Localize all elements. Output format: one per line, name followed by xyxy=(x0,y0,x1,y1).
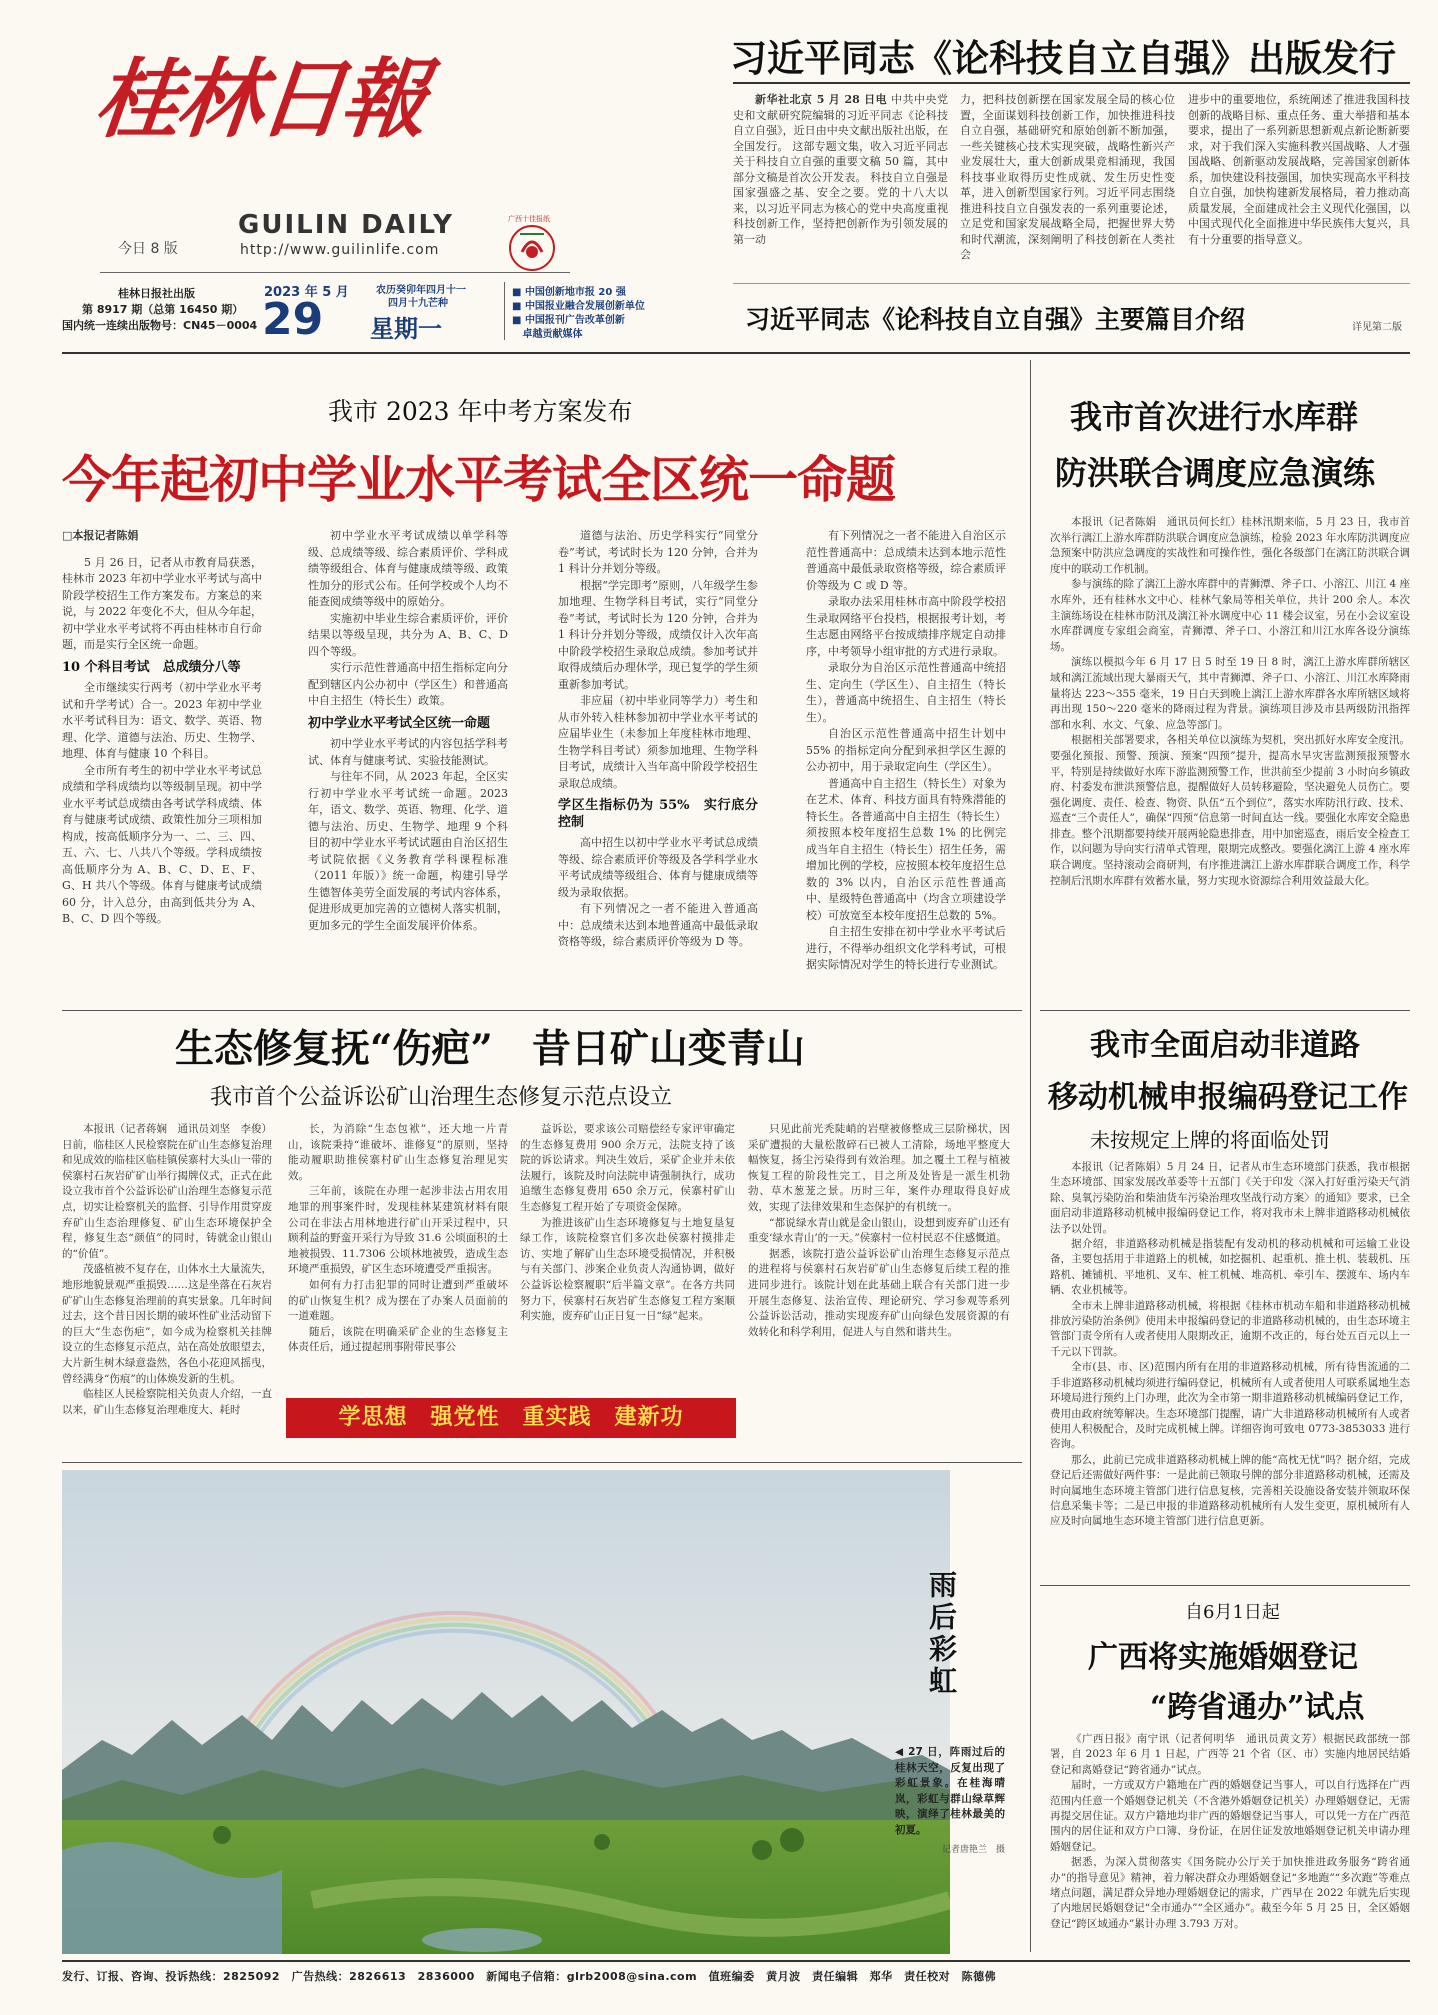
exam-para: 全市继续实行两考（初中学业水平考试和升学考试）合一。2023 年初中学业水平考试科目为：语文、数学、英语、物理、化学、道德与法治、历史、生物学、地理、体育与健康 10 个科目。 xyxy=(62,681,262,760)
mine-col-1: 本报讯（记者蒋娴 通讯员刘坚 李俊）日前，临桂区人民检察院在矿山生态修复治理和见成效的临桂区临桂镇侯寨村大头山一带的侯寨村石灰岩矿矿山举行揭牌仪式，正式在此设立我市首个公益诉讼矿山治理生态修复示范点，切实让检察机关的监督、引导作用贯穿废弃矿山生态治理修复、矿山生态环境保护全程，修复生态“颜值”的同时，铸就金山银山的“价值”。 茂盛植被不复存在，山体水土大量流失，地形地貌景观严重损毁……这是坐落在石灰岩矿矿山生态修复治理前的真实景象。几年时间过去，这个昔日因长期的破坏性矿业活动留下的巨大“生态伤疤”，如今成为检察机关挂牌设立的生态修复示范点，站在高处放眼望去，大片新生树木绿意盎然，各色小花迎风摇曳，曾经满身“伤痕”的山体焕发新的生机。 临桂区人民检察院相关负责人介绍，一直以来，矿山生态修复治理难度大、耗时 xyxy=(62,1123,272,1416)
lead-secondary-ref[interactable]: 详见第二版 xyxy=(1352,322,1402,333)
exam-subhead-3: 学区生指标仍为 55% 实行底分控制 xyxy=(558,798,758,830)
reservoir-body: 本报讯（记者陈娟 通讯员何长红）桂林汛期来临，5 月 23 日，我市首次举行漓江上游水库群防洪联合调度应急演练，检验 2023 年水库防洪调度应急预案中防洪应急调度的实战性和可操作性，强化各级部门在漓江防洪联合调度中的联动工作机制。 参与演练的除了漓江上游水库群中的青狮潭、斧子口、小溶江、川江 4 座水库外，还有桂林水文中心、桂林气象局等相关单位，共计 200 余人。本次主演练场设在桂林市防汛及漓江补水调度中心 11 楼会议室，另在小会议室设水库群调度专家组会商室，青狮潭、斧子口、小溶江和川江水库各设分演练场。 演练以模拟今年 6 月 17 日 5 时至 19 日 8 时，漓江上游水库群所辖区域和漓江流域出现大暴雨天气，其中青狮潭、斧子口、小溶江、川江水库降雨量将达 223～355 毫米，19 日白天到晚上漓江上游水库群各水库所辖区域将再出现 150～220 毫米的降雨过程为背景。演练项目涉及市县两级防汛指挥部和水利、水文、气象、应急等部门。 根据相关部署要求，各相关单位以演练为契机，突出抓好水库安全度汛。要强化预报、预警、预演、预案“四预”提升，提高水旱灾害监测预报预警水平，特别是持续做好水库下游监测预警工作，世洪前至少提前 3 小时向乡镇政府、村委发布泄洪预警信息，提醒做好人员转移避险，坚决避免人员伤亡。要强化调度、责任、检查、物资、队伍“五个到位”，落实水库防汛行政、技术、巡查“三个责任人”，确保“四预”信息第一时间直达一线。要强化水库安全隐患排查。整个汛期都要持续开展两轮隐患排查，用中加密巡查，雨后安全检查工作，以问题为导向实行清单式管理，限期完成整改。要强化漓江上游 4 座水库联合调度。坚持滚动会商研判，有序推进漓江上游水库群联合调度工作，科学控制后汛期水库群有效蓄水量，努力实现水资源综合利用效益最大化。 xyxy=(1050,516,1410,887)
exam-col-4: 有下列情况之一者不能进入自治区示范性普通高中：总成绩未达到本地示范性普通高中最低录取资格等级，综合素质评价等级为 C 或 D 等。 录取办法采用桂林市高中阶段学校招生录取网络平台投档，根据报考计划，考生志愿由网络平台按成绩排序规定自动排序，中考领导小组审批的方式进行录取。 录取分为自治区示范性普通高中统招生、定向生（学区生）、自主招生（特长生），普通高中统招生、自主招生（特长生）。 自治区示范性普通高中招生计划中 55% 的指标定向分配到承担学区生源的公办初中，用于录取定向生（学区生）。 普通高中自主招生（特长生）对象为在艺术、体育、科技方面具有特殊潜能的特长生。各普通高中自主招生（特长生）须按照本校年度招生总数 1% 的比例完成当年自主招生（特长生）招生任务，需增加比例的学校，应按照本校年度招生总数的 3% 以内，自治区示范性普通高中、星级特色普通高中（均含立项建设学校）可放宽至本校年度招生总数的 5%。 自主招生安排在初中学业水平考试后进行，不得举办组织文化学科考试，可根据实际情况对学生的特长进行专业测试。 xyxy=(806,529,1006,971)
photo-title: 雨后彩虹 xyxy=(925,1570,958,1698)
lead-col-2: 力，把科技创新摆在国家发展全局的核心位置，全面谋划科技创新工作，加快推进科技自立自强，基础研究和原始创新不断加强，一些关键核心技术实现突破，战略性新兴产业发展壮大，重大创新成果竞相涌现，我国科技事业取得历史性成就、发生历史性变革，进入创新型国家行列。习近平同志围绕推进科技自立自强发表的一系列重要论述，立足党和国家发展战略全局，把握世界大势和时代潮流，深刻阐明了科技创新在人类社会 xyxy=(960,93,1175,261)
award-badge xyxy=(500,212,564,276)
honor-item: 卓越贡献媒体 xyxy=(522,329,583,340)
exam-para: 高中招生以初中学业水平考试总成绩等级、综合素质评价等级及各学科学业水平考试成绩等级组合、体育与健康成绩等级为录取依据。 xyxy=(558,836,758,899)
exam-para: 初中学业水平考试成绩以单学科等级、总成绩等级、综合素质评价、学科成绩等级组合、体育与健康成绩等级、政策性加分的形式公布。任何学校或个人均不能查阅成绩等级中的原始分。 xyxy=(308,529,508,608)
marriage-kicker: 自6月1日起 xyxy=(1185,1602,1280,1623)
machinery-headline-1: 我市全面启动非道路 xyxy=(1090,1028,1360,1063)
paragraph: 实行示范性普通高中招生指标定向分配到辖区内公办初中（学区生）和普通高中自主招生（特长生）政策。 xyxy=(308,661,508,707)
honor-item: ■ 中国创新地市报 20 强 xyxy=(512,287,626,298)
pages-count: 今日 8 版 xyxy=(118,241,178,257)
machinery-body: 本报讯（记者陈娟）5 月 24 日，记者从市生态环境部门获悉，我市根据生态环境部、国家发展改革委等十五部门《关于印发〈深入打好重污染天气消除、臭氧污染防治和柴油货车污染治理攻坚战行动方案〉的通知》要求，已全面启动非道路移动机械申报编码登记工作，将对我市未上牌非道路移动机械依法予以处罚。 据介绍，非道路移动机械是指装配有发动机的移动机械和可运输工业设备，主要包括用于非道路上的机械，如挖掘机、起重机、推土机、装载机、压路机、摊铺机、平地机、叉车、桩工机械、堆高机、牵引车、摆渡车、场内车辆、农业机械等。 全市未上牌非道路移动机械，将根据《桂林市机动车船和非道路移动机械排放污染防治条例》使用未申报编码登记的非道路移动机械的，由生态环境主管部门责令所有人或者使用人限期改正，逾期不改正的，每台处五百元以上一千元以下罚款。 全市(县、市、区)范围内所有在用的非道路移动机械，所有待售流通的二手非道路移动机械均须进行编码登记，机械所有人或者使用人可联系属地生态环境局进行预约上门办理，此次为全市第一期非道路移动机械编码登记工作，费用由政府统筹解决。生态环境部门提醒，请广大非道路移动机械所有人或者使用人积极配合，及时完成机械上牌。详细咨询可致电 0773-3853033 进行咨询。 那么，此前已完成非道路移动机械上牌的能“高枕无忧”吗？据介绍，完成登记后还需做好两件事：一是此前已领取号牌的部分非道路移动机械，还需及时向属地生态环境主管部门进行信息复核，完善相关设施设备安装并领取环保信息采集卡等；二是已申报的非道路移动机械所有人发生变更，原机械所有人应及时向属地生态环境主管部门进行信息更新。 xyxy=(1050,1161,1410,1528)
lunar-date-2: 四月十九芒种 xyxy=(388,298,448,309)
award-badge-label: 广西十佳报纸 xyxy=(508,215,550,223)
date-box xyxy=(258,278,496,345)
date-year-month: 2023 年 5 月 xyxy=(264,285,349,300)
lead-dateline: 新华社北京 5 月 28 日电 xyxy=(755,93,888,106)
lead-headline: 习近平同志《论科技自立自强》出版发行 xyxy=(730,36,1396,80)
lead-col-1 xyxy=(733,92,948,272)
marriage-headline-2: “跨省通办”试点 xyxy=(1150,1690,1365,1725)
exam-kicker: 我市 2023 年中考方案发布 xyxy=(328,397,633,426)
exam-headline: 今年起初中学业水平考试全区统一命题 xyxy=(62,451,895,509)
masthead-logo: 桂林日報 xyxy=(89,49,429,150)
website-link[interactable]: http://www.guilinlife.com xyxy=(240,242,440,258)
honor-item: ■ 中国报刊广告改革创新 xyxy=(512,315,625,326)
exam-subhead-2: 初中学业水平考试全区统一命题 xyxy=(308,715,491,731)
mine-col-4: 只见此前光秃陡峭的岩壁被修整成三层阶梯状，因采矿遭损的大量松散碎石已被人工清除，场地平整度大幅恢复，扬尘污染得到有效治理。加之覆土工程与植被恢复工程的阶段性完工，目之所及处皆是一派生机勃勃、草木葱茏之景。历时三年，案件办理取得良好成效，实现了法律效果和生态保护的有机统一。 “都说绿水青山就是金山银山，设想到废弃矿山还有重变‘绿水青山’的一天。”侯寨村一位村民忍不住感慨道。 据悉，该院打造公益诉讼矿山治理生态修复示范点的进程将与侯寨村石灰岩矿矿山生态修复后续工程的推进同步进行。该院计划在此基础上联合有关部门进一步开展生态修复、法治宣传、理论研究、学习参观等系列公益诉讼活动，推动实现废弃矿山向绿色发展资源的有效转化和科学利用，促进人与自然和谐共生。 xyxy=(748,1123,1010,1338)
paragraph: 根据“学完即考”原则，八年级学生参加地理、生物学科目考试，实行“同堂分卷”考试，考试时长为 120 分钟，合并为 1 科计分并划分等级，成绩仅计入次年高中阶段学校招生录取总成绩。参加考试并取得成绩后办理休学，现已复学的学生须重新参加考试。 xyxy=(558,578,758,691)
exam-intro: 5 月 26 日，记者从市教育局获悉，桂林市 2023 年初中学业水平考试与高中阶段学校招生工作方案发布。方案总的来说，与 2022 年变化不大，但从今年起，初中学业水平考试将不再由桂林市自行命题，而是实行全区统一命题。 xyxy=(62,555,262,651)
exam-col-2 xyxy=(308,528,508,998)
reservoir-headline-1: 我市首次进行水库群 xyxy=(1070,398,1359,436)
paragraph: 实施初中毕业生综合素质评价，评价结果以等级呈现，共分为 A、B、C、D 四个等级。 xyxy=(308,611,508,658)
lead-col-3: 进步中的重要地位，系统阐述了推进我国科技创新的战略目标、重点任务、重大举措和基本要求，提出了一系列新思想新观点新论断新要求，对于我们深入实施科教兴国战略、人才强国战略、创新驱动发展战略，完善国家创新体系，加快建设科技强国，加快实现高水平科技自立自强，加快构建新发展格局，着力推动高质量发展，全面建成社会主义现代化强国，以中国式现代化全面推进中华民族伟大复兴，具有十分重要的指导意义。 xyxy=(1188,93,1410,246)
photo-caption-box xyxy=(895,1745,1005,1955)
lunar-date-1: 农历癸卯年四月十一 xyxy=(376,285,466,296)
exam-col-3 xyxy=(558,528,758,998)
exam-subhead-1: 10 个科目考试 总成绩分八等 xyxy=(62,659,241,675)
exam-col-1 xyxy=(62,528,262,998)
exam-byline: □本报记者陈娟 xyxy=(62,529,139,542)
photo-caption: ◀ 27 日，阵雨过后的桂林天空，反复出现了彩虹景象。在桂海晴岚，彩虹与群山绿草辉映，演绎了桂林最美的初夏。 xyxy=(895,1746,1005,1836)
cn-number: 国内统一连续出版物号：CN45－0004 xyxy=(62,319,258,332)
date-day: 29 xyxy=(262,294,324,345)
paragraph: 有下列情况之一者不能进入普通高中：总成绩未达到本地普通高中最低录取资格等级，综合素质评价等级为 D 等。 xyxy=(558,902,758,948)
lead-text: 中共中央党史和文献研究院编辑的习近平同志《论科技自立自强》，近日由中央文献出版社出版，在全国发行。 这部专题文集，收入习近平同志关于科技自立自强的重要文稿 50 篇，其中部分文稿是首次公开发表。 科技自立自强是国家强盛之基、安全之要。党的十八大以来，以习近平同志为核心的党中央高度重视科技创新工作，坚持把创新作为引领发展的第一动 xyxy=(733,93,948,246)
honors-list xyxy=(512,286,712,342)
reservoir-headline-2: 防洪联合调度应急演练 xyxy=(1055,454,1376,492)
date-weekday: 星期一 xyxy=(370,315,442,343)
english-name: GUILIN DAILY xyxy=(238,210,454,240)
paragraph: 非应届（初中毕业同等学力）考生和从市外转入桂林参加初中学业水平考试的应届毕业生（未参加上年度桂林市地理、生物学科目考试）须参加地理、生物学科目考试，成绩计入当年高中阶段学校招生录取总成绩。 xyxy=(558,694,758,790)
rainbow-photo xyxy=(62,1470,950,1954)
exam-para: 初中学业水平考试的内容包括学科考试、体育与健康考试、实验技能测试。 xyxy=(308,737,508,767)
paragraph: 全市所有考生的初中学业水平考试总成绩和学科成绩均以等级制呈现。初中学业水平考试总成绩由各考试学科成绩、体育与健康考试成绩、政策性加分三项相加构成，按高低顺序分为一、二、三、四、五、六、七、八共八个等级。学科成绩按高低顺序分为 A、B、C、D、E、F、G、H 共八个等级。体育与健康考试成绩 60 分，计入总分，由高到低共分为 A、B、C、D 四个等级。 xyxy=(62,763,262,925)
honor-item: ■ 中国报业融合发展创新单位 xyxy=(512,301,645,312)
paragraph: 与往年不同，从 2023 年起，全区实行初中学业水平考试统一命题。2023 年，语文、数学、英语、物理、化学、道德与法治、历史、生物学、地理 9 个科目的初中学业水平考试试题由自治区招生考试院依据《义务教育学科课程标准（2011 年版）》统一命题，构建引导学生德智体美劳全面发展的考试内容体系，促进形成更加完善的立德树人落实机制，更加多元的学生全面发展评价体系。 xyxy=(308,770,508,932)
mine-col-2: 长，为消除“生态包袱”，还大地一片青山，该院秉持“谁破坏、谁修复”的原则，坚持能动履职助推侯寨村矿山生态修复治理见实效。 三年前，该院在办理一起涉非法占用农用地罪的刑事案件时，发现桂林某建筑材料有限公司在非法占用林地进行矿山开采过程中，只顾利益的野蛮开采行为导致 31.6 公顷面积的土地被损毁、11.7306 公顷林地被毁，造成生态环境严重损毁，矿区生态环境遭受严重损害。 如何有力打击犯罪的同时让遭到严重破坏的矿山恢复生机？成为摆在了办案人员面前的一道难题。 随后，该院在明确采矿企业的生态修复主体责任后，通过提起刑事附带民事公 xyxy=(288,1123,508,1354)
rainbow-landscape-image xyxy=(62,1470,950,1954)
photo-credit: 记者唐艳兰 摄 xyxy=(941,1845,1005,1855)
machinery-headline-2: 移动机械申报编码登记工作 xyxy=(1048,1080,1408,1115)
exam-para: 道德与法治、历史学科实行“同堂分卷”考试，考试时长为 120 分钟，合并为 1 科计分并划分等级。 xyxy=(558,529,758,575)
mine-headline: 生态修复抚“伤疤” 昔日矿山变青山 xyxy=(175,1026,805,1072)
footer-info: 发行、订报、咨询、投诉热线：2825092 广告热线：2826613 2836000 新闻电子信箱：glrb2008@sina.com 值班编委 黄月波 责任编辑 郑华 责任校对 陈德佛 xyxy=(62,1970,997,1983)
marriage-headline-1: 广西将实施婚姻登记 xyxy=(1088,1640,1358,1675)
issue-number: 第 8917 期（总第 16450 期） xyxy=(82,303,244,316)
publisher: 桂林日报社出版 xyxy=(118,287,195,300)
mine-col-3: 益诉讼，要求该公司赔偿经专家评审确定的生态修复费用 900 余万元，法院支持了该院的诉讼请求。判决生效后，采矿企业并未依法履行，该院及时向法院申请强制执行，成功追缴生态修复费用 650 余万元，侯寨村矿山生态修复工程开始了专项资金保障。 为推进该矿山生态环境修复与土地复垦复绿工作，该院检察官们多次赴侯寨村摸排走访、实地了解矿山生态环境受损情况，并积极与有关部门、涉案企业负责人沟通协调，做好公益诉讼检察履职“后半篇文章”。在各方共同努力下，侯寨村石灰岩矿生态修复工程方案顺利实施，废弃矿山正日复一日“绿”起来。 xyxy=(520,1123,735,1323)
theme-banner: 学思想 强党性 重实践 建新功 xyxy=(286,1398,736,1438)
marriage-body: 《广西日报》南宁讯（记者何明华 通讯员黄文芳）根据民政部统一部署，自 2023 年 6 月 1 日起，广西等 21 个省（区、市）实施内地居民结婚登记和离婚登记“跨省通办”试点。 届时，一方或双方户籍地在广西的婚姻登记当事人，可以自行选择在广西范围内任意一个婚姻登记机关（不含港外婚姻登记机关）办理婚姻登记，无需再提交居住证。双方户籍地均非广西的婚姻登记当事人，可以凭一方在广西范围内的居住证和双方户口簿、身份证，在居住证发放地婚姻登记机关申请办理婚姻登记。 据悉，为深入贯彻落实《国务院办公厅关于加快推进政务服务“跨省通办”的指导意见》精神，着力解决群众办理婚姻登记“多地跑”“多次跑”等难点堵点问题，满足群众异地办理婚姻登记的需求，广西早在 2022 年就先后实现了内地居民婚姻登记“全市通办”“全区通办”。截至今年 5 月 25 日，全区婚姻登记“跨区域通办”累计办理 3.793 万对。 xyxy=(1050,1733,1410,1930)
lead-secondary-headline[interactable]: 习近平同志《论科技自立自强》主要篇目介绍 xyxy=(745,305,1246,334)
machinery-subheadline: 未按规定上牌的将面临处罚 xyxy=(1090,1128,1330,1152)
mine-subheadline: 我市首个公益诉讼矿山治理生态修复示范点设立 xyxy=(210,1085,673,1110)
